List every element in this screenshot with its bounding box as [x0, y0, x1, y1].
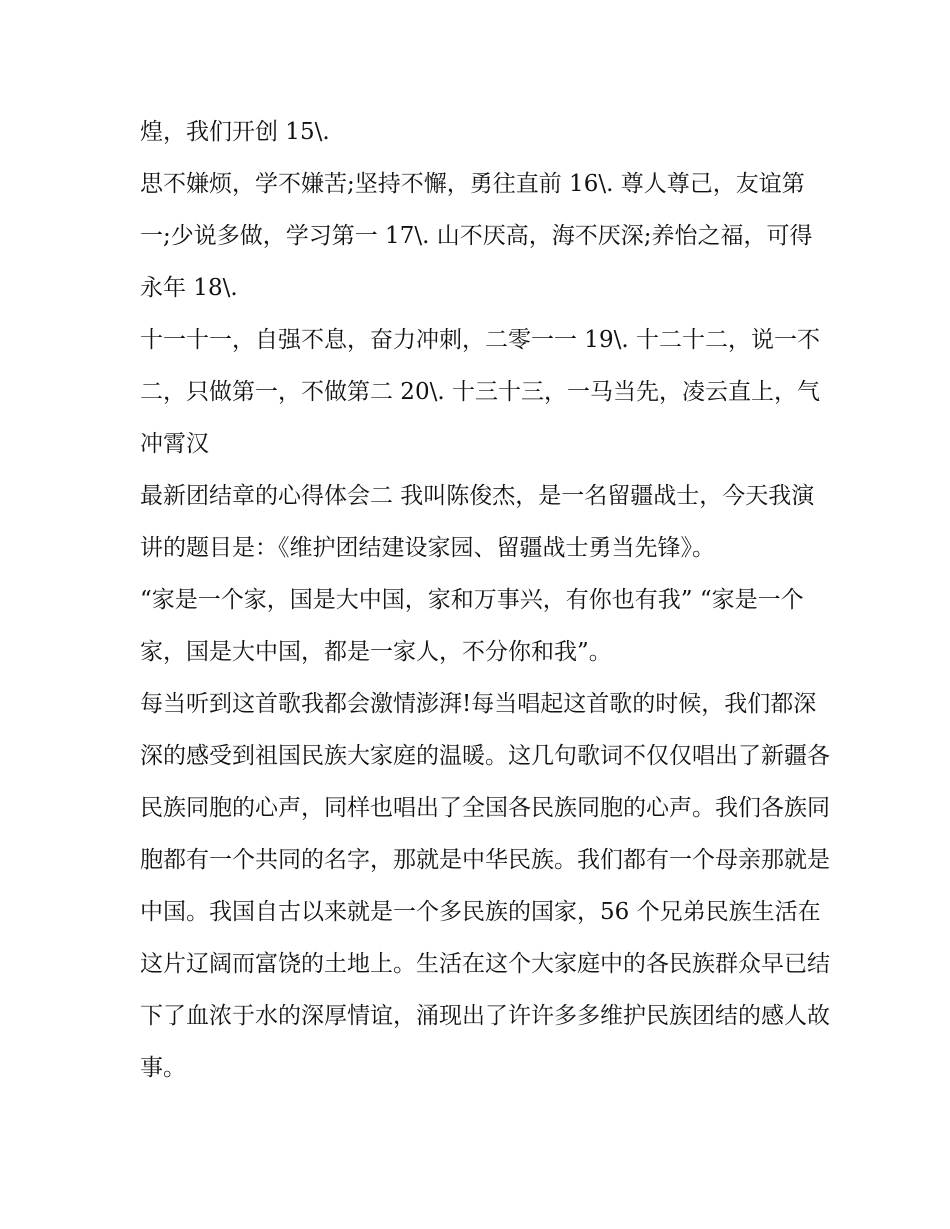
- paragraph-6: 每当听到这首歌我都会激情澎湃!每当唱起这首歌的时候，我们都深深的感受到祖国民族大家庭的温暖。这几句歌词不仅仅唱出了新疆各民族同胞的心声，同样也唱出了全国各民族同胞的心声。我们各族同胞都有一个共同的名字，那就是中华民族。我们都有一个母亲那就是中国。我国自古以来就是一个多民族的国家，56 个兄弟民族生活在这片辽阔而富饶的土地上。生活在这个大家庭中的各民族群众早已结下了血浓于水的深厚情谊，涌现出了许许多多维护民族团结的感人故事。: [140, 691, 830, 1081]
- paragraph-4: 最新团结章的心得体会二 我叫陈俊杰，是一名留疆战士，今天我演讲的题目是：《维护团结建设家园、留疆战士勇当先锋》。: [140, 483, 815, 561]
- paragraph-1: 煌，我们开创 15\.: [140, 119, 330, 145]
- paragraph-2: 思不嫌烦，学不嫌苦;坚持不懈，勇往直前 16\. 尊人尊己，友谊第一;少说多做，学习第一 17\. 山不厌高，海不厌深;养怡之福，可得永年 18\.: [140, 171, 813, 301]
- paragraph-5: “家是一个家，国是大中国，家和万事兴，有你也有我” “家是一个家，国是大中国，都是一家人，不分你和我”。: [140, 587, 804, 665]
- paragraph-3: 十一十一，自强不息，奋力冲刺，二零一一 19\. 十二十二，说一不二，只做第一，不做第二 20\. 十三十三，一马当先，凌云直上，气冲霄汉: [140, 327, 820, 457]
- document-body: [140, 106, 830, 1094]
